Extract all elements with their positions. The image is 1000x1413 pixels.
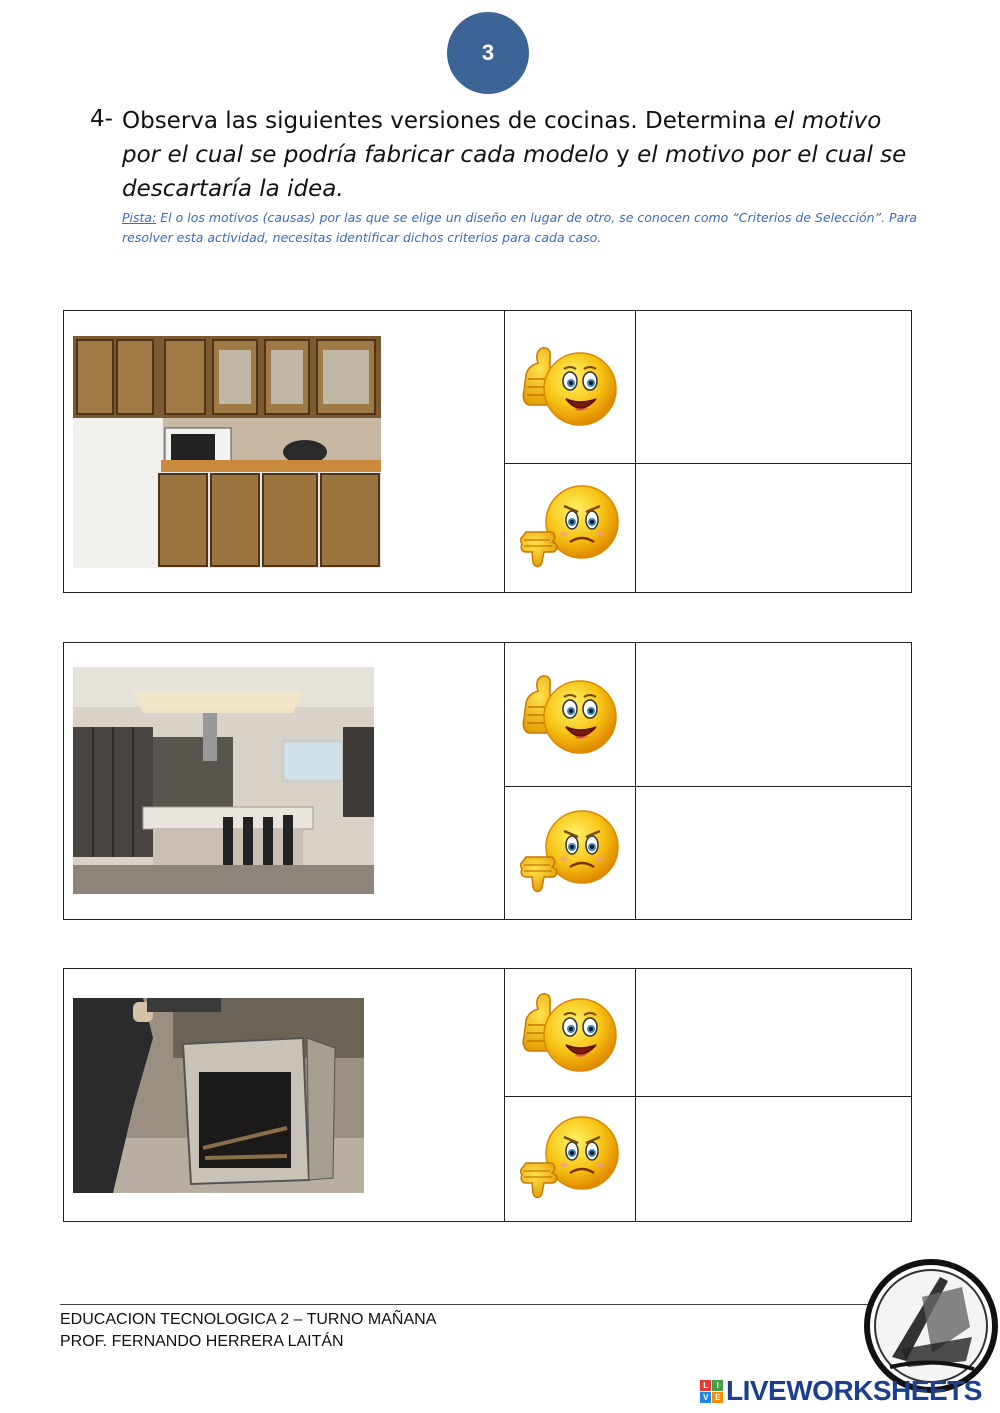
footer-course-line: EDUCACION TECNOLOGICA 2 – TURNO MAÑANA xyxy=(60,1311,437,1328)
logo-letter: E xyxy=(712,1392,723,1403)
thumbs-up-emoji-icon xyxy=(520,337,620,437)
instruction-plain-text: Observa las siguientes versiones de cocinas. Determina xyxy=(122,108,767,134)
case-1-photo-cell xyxy=(64,311,505,592)
case-3-pro-answer-input[interactable] xyxy=(635,969,911,1096)
page-number-badge: 3 xyxy=(447,12,529,94)
case-1-con-answer-cell xyxy=(635,464,911,592)
brand-name: LIVEWORKSHEETS xyxy=(726,1375,982,1406)
case-3-con-icon-cell xyxy=(504,1096,636,1221)
case-2-con-answer-input[interactable] xyxy=(635,787,911,919)
modern-luxury-kitchen-island-image xyxy=(73,667,374,894)
case-2-pro-answer-input[interactable] xyxy=(635,643,911,786)
case-2-pro-icon-cell xyxy=(504,643,636,786)
case-2-con-answer-cell xyxy=(635,787,911,919)
footer xyxy=(60,1309,436,1353)
thumbs-up-emoji-icon xyxy=(520,983,620,1083)
case-1-con-answer-input[interactable] xyxy=(635,464,911,592)
liveworksheets-logo-icon xyxy=(700,1380,723,1403)
question-number: 4- xyxy=(90,106,113,132)
case-2-photo-cell xyxy=(64,643,505,919)
thumbs-up-emoji-icon xyxy=(520,665,620,765)
rustic-pallet-wood-kitchen-image xyxy=(73,336,381,568)
hint-body: El o los motivos (causas) por las que se elige un diseño en lugar de otro, se conocen como “Criterios de Selección”. Para resolver esta actividad, necesitas identificar dichos criterios para cada caso. xyxy=(122,210,918,245)
instruction-italic-text-1: el motivo por el cual se podría fabricar cada modelo xyxy=(122,108,882,168)
case-3-photo-cell xyxy=(64,969,505,1221)
case-1-table xyxy=(63,310,912,593)
case-1-pro-answer-cell xyxy=(635,311,911,463)
instruction-italic-text-2: el motivo por el cual se descartaría la idea. xyxy=(122,142,907,202)
liveworksheets-brand[interactable] xyxy=(700,1375,982,1407)
thumbs-down-emoji-icon xyxy=(520,1113,620,1205)
hint-text xyxy=(122,208,922,248)
question-instruction xyxy=(122,104,922,206)
case-1-pro-answer-input[interactable] xyxy=(635,311,911,463)
improvised-metal-oven-image xyxy=(73,998,364,1193)
logo-letter: L xyxy=(700,1380,711,1391)
logo-letter: V xyxy=(700,1392,711,1403)
case-3-table xyxy=(63,968,912,1222)
case-2-con-icon-cell xyxy=(504,786,636,919)
instruction-conjunction: y xyxy=(616,142,630,168)
thumbs-down-emoji-icon xyxy=(520,807,620,899)
case-3-con-answer-input[interactable] xyxy=(635,1097,911,1221)
logo-letter: I xyxy=(712,1380,723,1391)
case-3-pro-icon-cell xyxy=(504,969,636,1096)
footer-teacher-line: PROF. FERNANDO HERRERA LAITÁN xyxy=(60,1333,344,1350)
case-3-con-answer-cell xyxy=(635,1097,911,1221)
case-2-pro-answer-cell xyxy=(635,643,911,786)
footer-divider xyxy=(60,1304,870,1305)
thumbs-down-emoji-icon xyxy=(520,482,620,574)
case-2-table xyxy=(63,642,912,920)
case-1-pro-icon-cell xyxy=(504,311,636,463)
case-3-pro-answer-cell xyxy=(635,969,911,1096)
hint-label: Pista: xyxy=(122,210,157,225)
case-1-con-icon-cell xyxy=(504,463,636,592)
